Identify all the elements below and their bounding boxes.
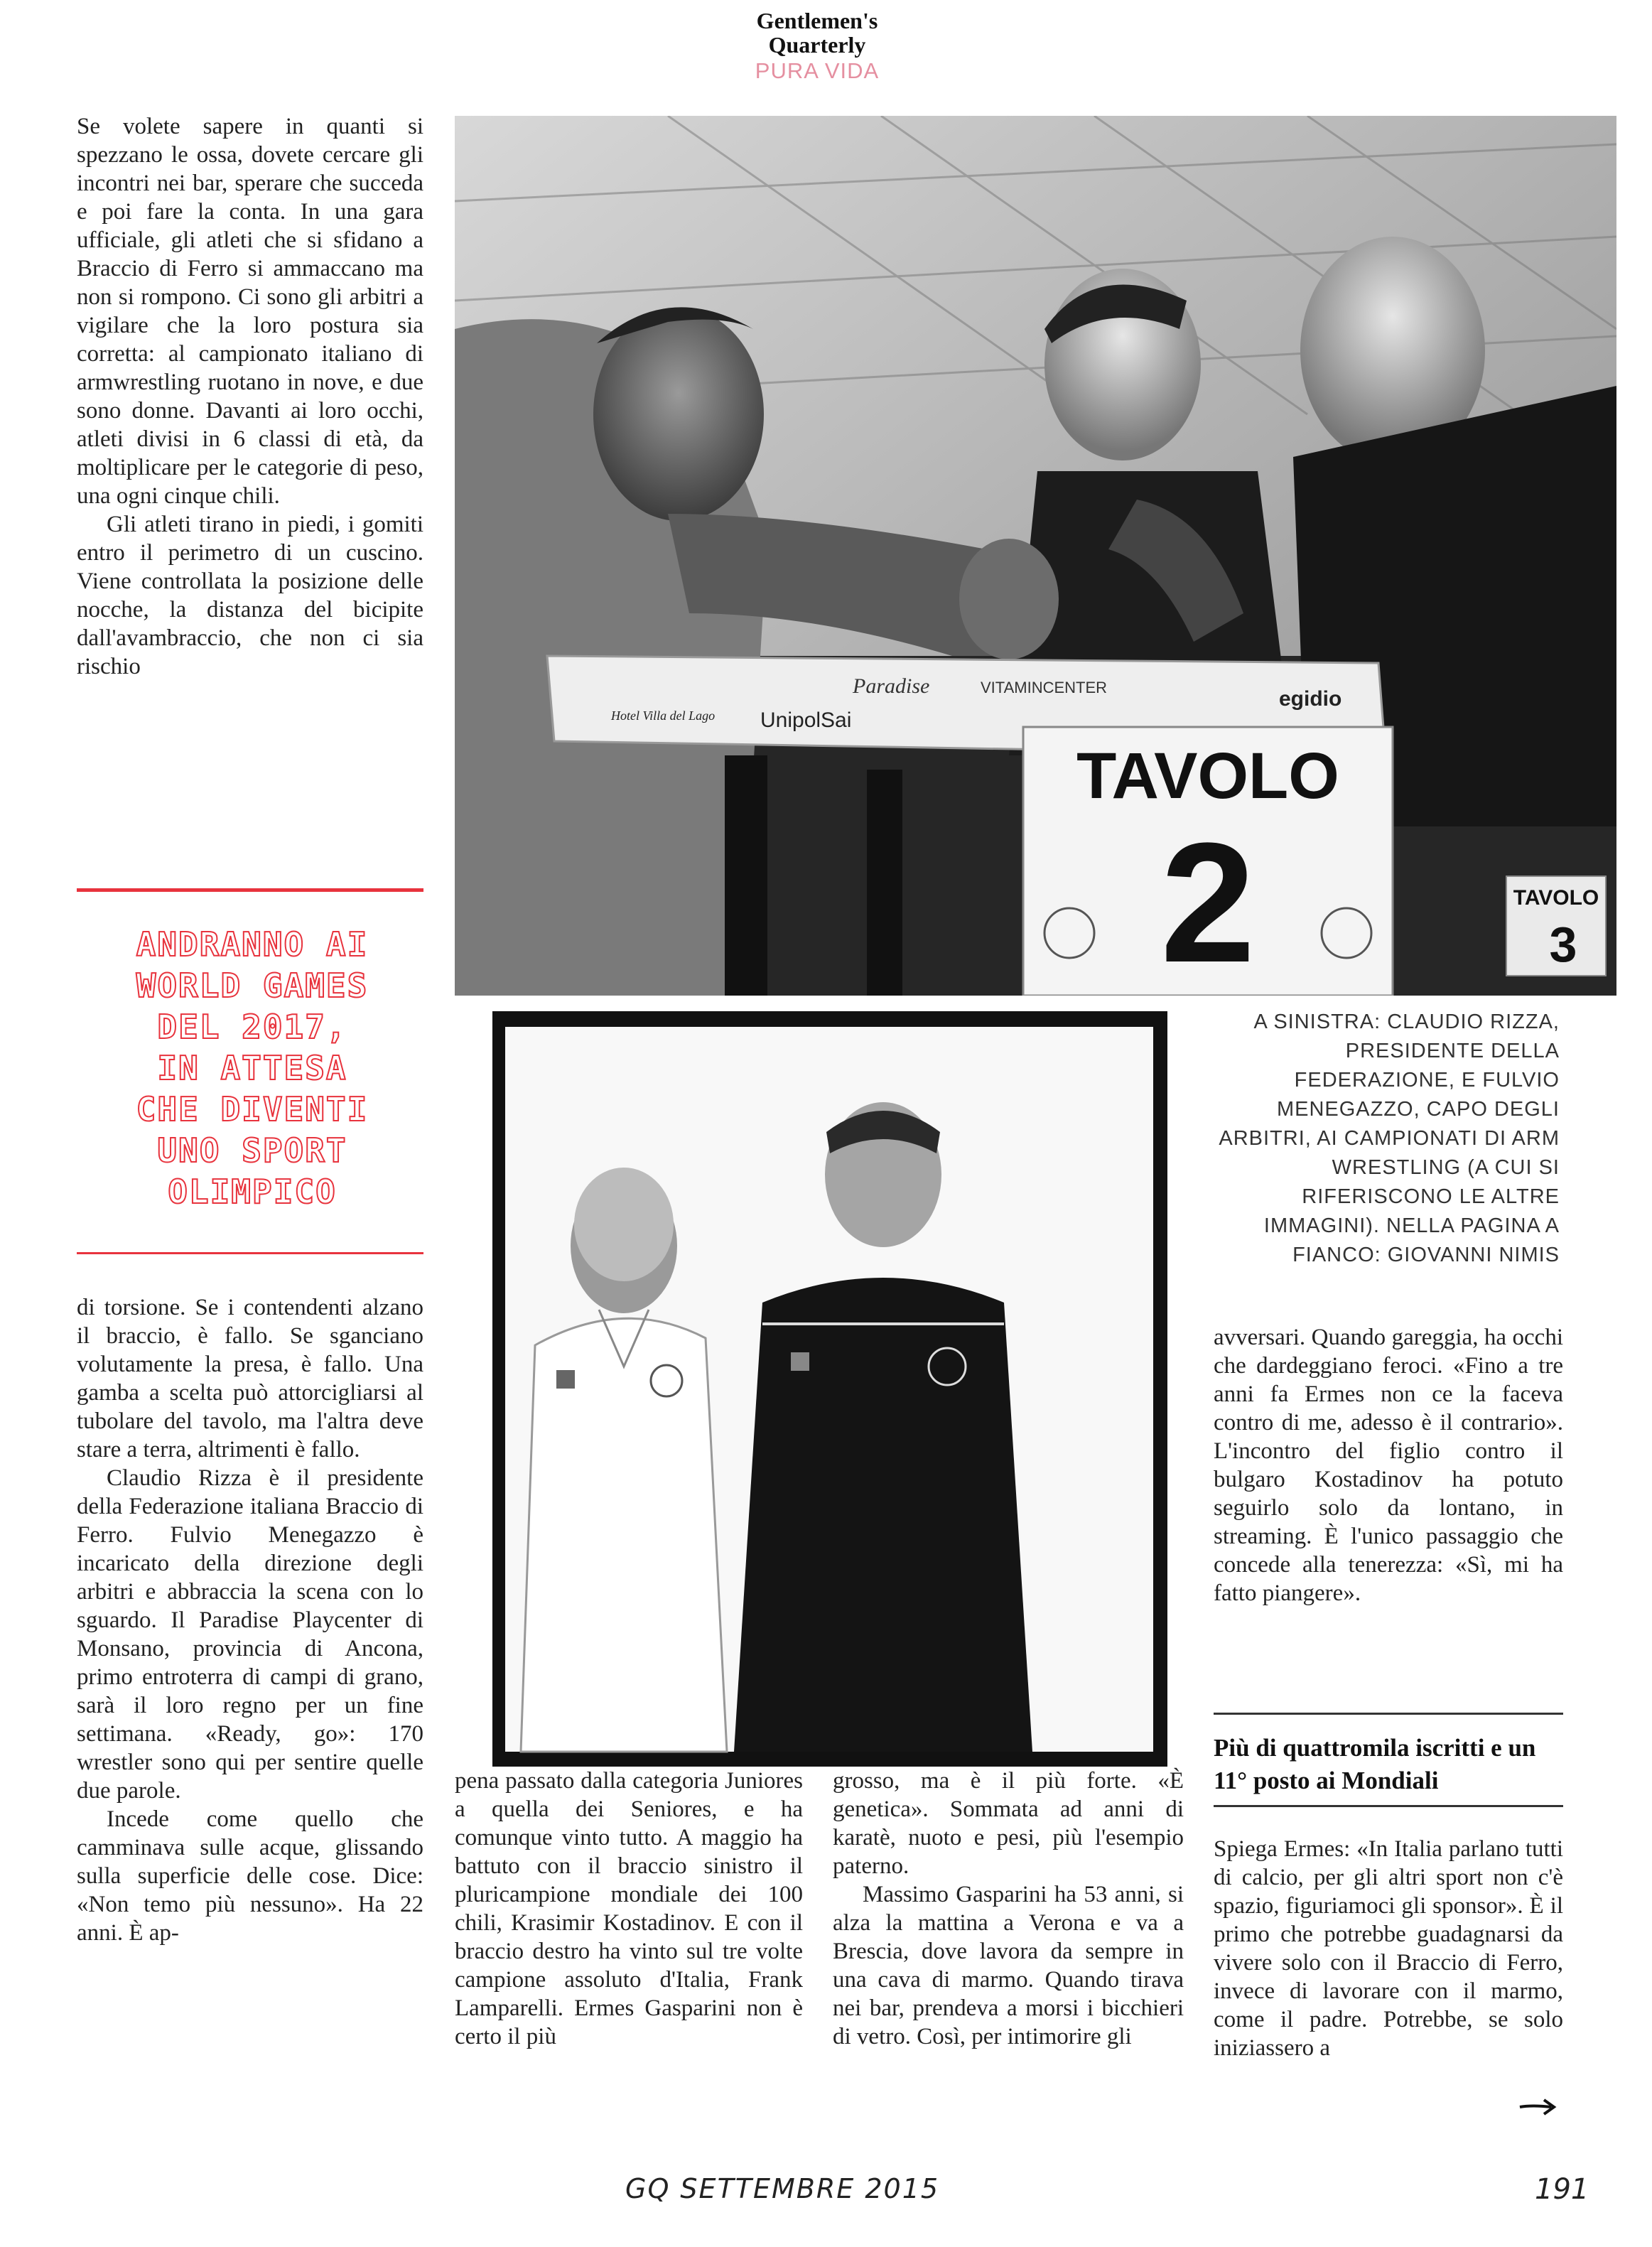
magazine-issue-label: GQ SETTEMBRE 2015 (625, 2173, 940, 2204)
paragraph: grosso, ma è il più forte. «È genetica». Sommata ad anni di karatè, nuoto e pesi, più l'esempio paterno. (833, 1768, 1184, 1879)
subhead: Più di quattromila iscritti e un 11° posto ai Mondiali (1214, 1734, 1536, 1794)
paragraph: di torsione. Se i contendenti alzano il braccio, è fallo. Se sganciano volutamente la presa, è fallo. Una gamba a scelta può attorcigliarsi al tubolare del tavolo, ma l'altra deve stare a terra, altrimenti è fallo. (77, 1295, 423, 1462)
section-label: PURA VIDA (755, 58, 880, 83)
pullquote-line: OLIMPICO (168, 1173, 337, 1211)
masthead-line2: Quarterly (768, 32, 866, 58)
portrait-photo (492, 1011, 1167, 1767)
paragraph: avversari. Quando gareggia, ha occhi che dardeggiano feroci. «Fino a tre anni fa Ermes non ce la faceva contro di me, adesso è il contrario». L'incontro del figlio contro il bulgaro Kostadinov ha potuto seguirlo solo da lontano, in streaming. È l'unico passaggio che concede alla tenerezza: «Sì, mi ha fatto piangere». (1214, 1325, 1563, 1606)
paragraph: Incede come quello che camminava sulle acque, glissando sulla superficie delle cose. Dice: «Non temo più nessuno». Ha 22 anni. È ap- (77, 1806, 423, 1946)
pullquote (78, 924, 426, 1212)
paragraph: Claudio Rizza è il presidente della Federazione italiana Braccio di Ferro. Fulvio Menegazzo è incaricato della direzione degli arbitri e abbraccia la scena con lo sguardo. Il Paradise Playcenter di Monsano, provincia di Ancona, primo entroterra di campi di grano, sarà il loro regno per un fine settimana. «Ready, go»: 170 wrestler sono qui per sentire quelle due parole. (77, 1465, 423, 1804)
subhead-bottom-rule (1214, 1805, 1563, 1807)
photo-caption: A SINISTRA: CLAUDIO RIZZA, PRESIDENTE DELLA FEDERAZIONE, E FULVIO MENEGAZZO, CAPO DEGLI ARBITRI, AI CAMPIONATI DI ARM WRESTLING (A CUI SI RIFERISCONO LE ALTRE IMMAGINI). NELLA PAGINA A FIANCO: GIOVANNI NIMIS (1219, 1011, 1560, 1266)
arrow-right-icon (1517, 2096, 1560, 2118)
paragraph: Se volete sapere in quanti si spezzano le ossa, dovete cercare gli incontri nei bar, sperare che succeda e poi fare la conta. In una gara ufficiale, gli atleti che si sfidano a Braccio di Ferro si ammaccano ma non si rompono. Ci sono gli arbitri a vigilare che la loro postura sia corretta: al campionato italiano di armwrestling ruotano in nove, e due sono donne. Davanti ai loro occhi, atleti divisi in 6 classi di età, da moltiplicare per le categorie di peso, una ogni cinque chili. (77, 114, 423, 509)
portrait-illustration (492, 1011, 1167, 1767)
subhead-top-rule (1214, 1713, 1563, 1715)
table-sign-label: TAVOLO (1076, 740, 1339, 812)
page-number: 191 (1535, 2173, 1589, 2206)
table-sign-number: 2 (1160, 807, 1256, 996)
column-3-text (833, 1767, 1184, 2051)
paragraph: Gli atleti tirano in piedi, i gomiti entro il perimetro di un cuscino. Viene controllata la posizione delle nocche, la distanza del bicipite dall'avambraccio, che non ci sia rischio (77, 512, 423, 679)
pullquote-line: CHE DIVENTI (136, 1090, 369, 1128)
pullquote-line: UNO SPORT (157, 1131, 347, 1170)
table-3-number: 3 (1549, 917, 1577, 972)
sponsor-logo: UnipolSai (760, 708, 852, 732)
arm-wrestling-illustration (455, 116, 1616, 996)
column-1-top-text (77, 112, 423, 681)
pullquote-bottom-rule (77, 1252, 423, 1254)
sponsor-logo: VITAMINCENTER (981, 679, 1108, 696)
paragraph: Massimo Gasparini ha 53 anni, si alza la mattina a Verona e va a Brescia, dove lavora da sempre in una cava di marmo. Quando tirava nei bar, prendeva a morsi i bicchieri di vetro. Così, per intimorire gli (833, 1882, 1184, 2049)
pullquote-line: IN ATTESA (157, 1049, 347, 1087)
column-4-text (1214, 1323, 1563, 1607)
pullquote-line: ANDRANNO AI (136, 925, 369, 964)
column-2-text (455, 1767, 803, 2051)
table-3-label: TAVOLO (1513, 886, 1599, 910)
paragraph: pena passato dalla categoria Juniores a quella dei Seniores, e ha comunque vinto tutto. A maggio ha battuto con il braccio sinistro il pluricampione mondiale dei 100 chili, Krasimir Kostadinov. E con il braccio destro ha vinto sul tre volte campione assoluto d'Italia, Frank Lamparelli. Ermes Gasparini non è certo il più (455, 1768, 803, 2049)
pullquote-line: DEL 2017, (157, 1008, 347, 1046)
paragraph: Spiega Ermes: «In Italia parlano tutti di calcio, per gli altri sport non c'è spazio, figuriamoci gli sponsor». È il primo che potrebbe guadagnarsi da vivere solo con il Braccio di Ferro, invece di lavorare con il marmo, come il padre. Potrebbe, se solo iniziassero a (1214, 1836, 1563, 2061)
masthead-line1: Gentlemen's (756, 8, 878, 33)
pullquote-top-rule (77, 888, 423, 892)
arm-wrestling-photo (455, 116, 1616, 996)
masthead (711, 9, 924, 85)
sponsor-logo: Paradise (853, 674, 930, 698)
sponsor-logo: egidio (1279, 687, 1342, 711)
column-4-text-cont (1214, 1835, 1563, 2062)
sponsor-logo: Hotel Villa del Lago (611, 708, 716, 723)
column-1-bottom-text (77, 1293, 423, 1947)
pullquote-line: WORLD GAMES (136, 966, 369, 1005)
